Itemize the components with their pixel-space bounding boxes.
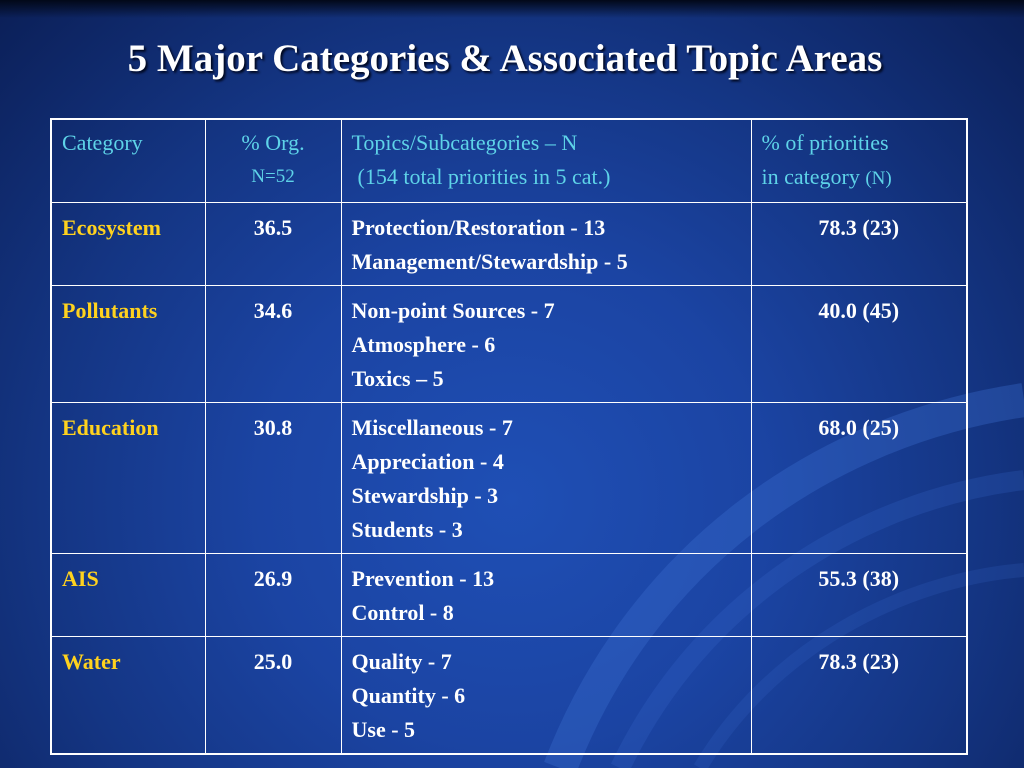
table-row-ecosystem — [51, 203, 967, 286]
org-percent-cell: 36.5 — [205, 203, 341, 286]
topic-item: Prevention - 13 — [351, 566, 495, 591]
topic-item: Non-point Sources - 7 — [351, 298, 555, 323]
org-percent-cell: 25.0 — [205, 637, 341, 755]
table-row-water — [51, 637, 967, 755]
topic-item: Atmosphere - 6 — [351, 332, 496, 357]
header-category: Category — [51, 119, 205, 203]
table-row-pollutants — [51, 286, 967, 403]
priorities-percent-cell: 55.3 (38) — [751, 554, 967, 637]
topic-item: Appreciation - 4 — [351, 449, 504, 474]
org-percent-cell: 26.9 — [205, 554, 341, 637]
priorities-percent-cell: 78.3 (23) — [751, 203, 967, 286]
topic-item: Protection/Restoration - 13 — [351, 215, 606, 240]
header-priorities-percent: % of priorities in category (N) — [751, 119, 967, 203]
topics-cell — [341, 403, 751, 554]
org-percent-cell: 34.6 — [205, 286, 341, 403]
topic-item: Use - 5 — [351, 717, 416, 742]
slide-title: 5 Major Categories & Associated Topic Areas — [127, 37, 883, 80]
topic-item: Stewardship - 3 — [351, 483, 499, 508]
categories-table — [50, 118, 968, 755]
topic-item: Students - 3 — [351, 517, 463, 542]
priorities-percent-cell: 40.0 (45) — [751, 286, 967, 403]
category-cell: Education — [51, 403, 205, 554]
table-row-education — [51, 403, 967, 554]
topics-cell — [341, 203, 751, 286]
header-org-percent: % Org. N=52 — [205, 119, 341, 203]
category-cell: Ecosystem — [51, 203, 205, 286]
topic-item: Management/Stewardship - 5 — [351, 249, 628, 274]
priorities-percent-cell: 78.3 (23) — [751, 637, 967, 755]
topic-item: Quantity - 6 — [351, 683, 466, 708]
header-topics: Topics/Subcategories – N (154 total priorities in 5 cat.) — [341, 119, 751, 203]
category-cell: Pollutants — [51, 286, 205, 403]
table-header-row — [51, 119, 967, 203]
topic-item: Control - 8 — [351, 600, 454, 625]
topic-item: Miscellaneous - 7 — [351, 415, 513, 440]
priorities-percent-cell: 68.0 (25) — [751, 403, 967, 554]
table-row-ais — [51, 554, 967, 637]
category-cell: Water — [51, 637, 205, 755]
topic-item: Quality - 7 — [351, 649, 452, 674]
topics-cell — [341, 554, 751, 637]
topics-cell — [341, 637, 751, 755]
category-cell: AIS — [51, 554, 205, 637]
org-percent-cell: 30.8 — [205, 403, 341, 554]
topics-cell — [341, 286, 751, 403]
topic-item: Toxics – 5 — [351, 366, 444, 391]
